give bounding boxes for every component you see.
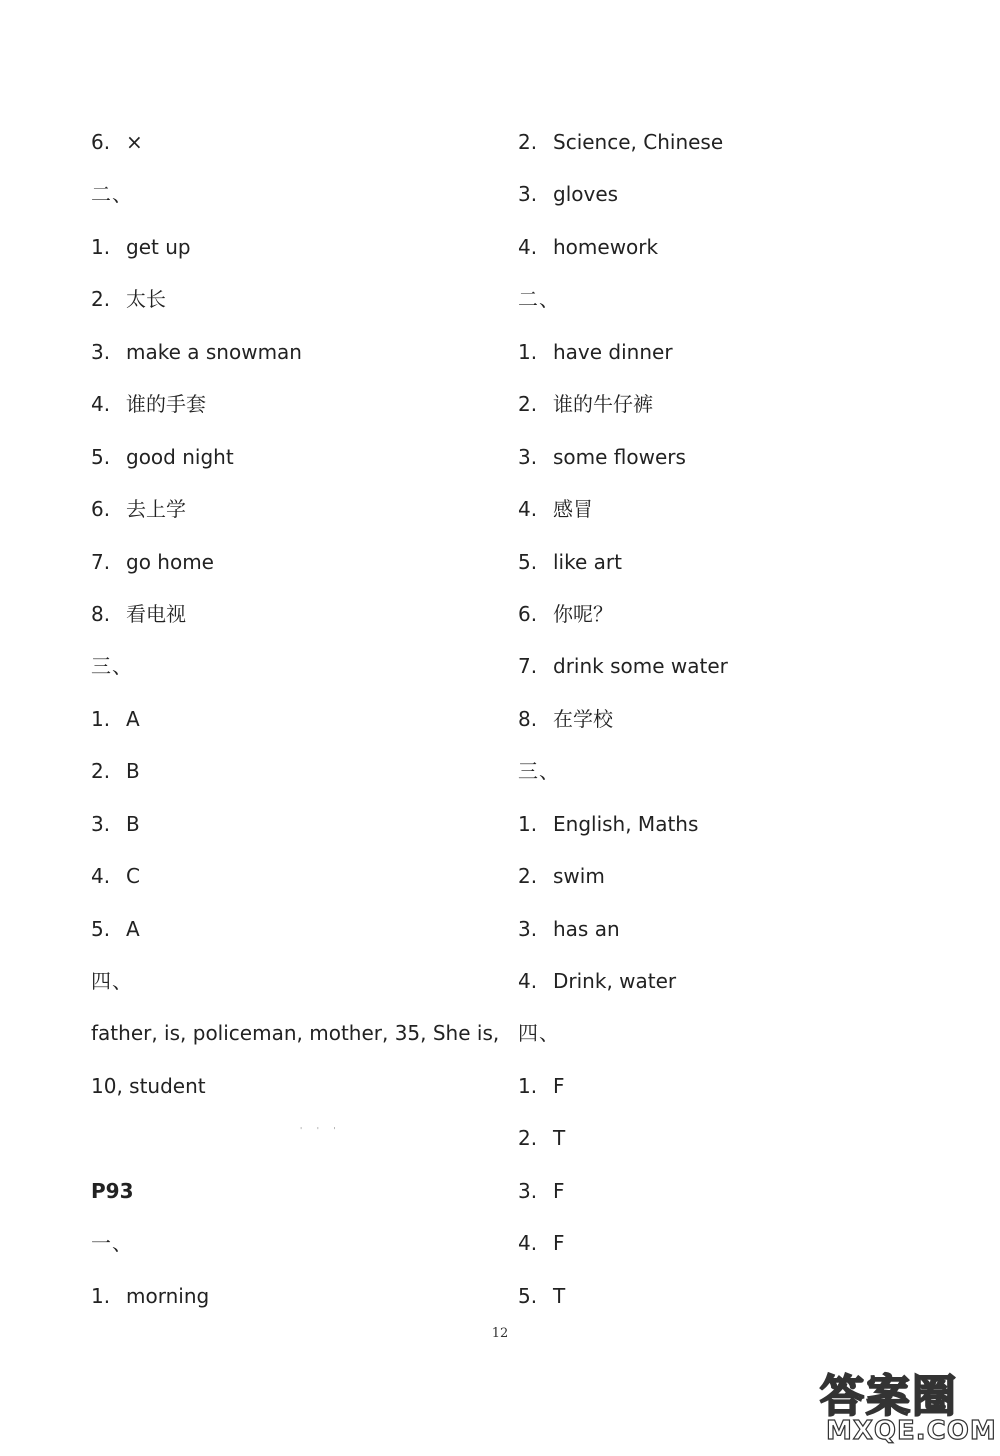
item-number: 5. bbox=[91, 917, 111, 941]
answer-text: homework bbox=[553, 235, 659, 259]
item-number: 3. bbox=[518, 182, 538, 206]
answer-line bbox=[91, 601, 186, 627]
section-label: 四、 bbox=[518, 1021, 560, 1045]
item-number: 3. bbox=[518, 917, 538, 941]
item-number: 4. bbox=[518, 497, 538, 521]
answer-text: C bbox=[126, 864, 140, 888]
answer-text: get up bbox=[126, 235, 191, 259]
answer-text: 感冒 bbox=[553, 497, 593, 521]
answer-line bbox=[91, 811, 140, 837]
section-heading bbox=[91, 968, 133, 994]
item-number: 3. bbox=[91, 812, 111, 836]
item-number: 1. bbox=[518, 1074, 538, 1098]
answer-line bbox=[518, 181, 618, 207]
item-number: 6. bbox=[518, 602, 538, 626]
section-heading bbox=[91, 1230, 133, 1256]
answer-text: A bbox=[126, 917, 140, 941]
answer-line bbox=[518, 339, 673, 365]
item-number: 2. bbox=[518, 1126, 538, 1150]
section-heading bbox=[91, 653, 133, 679]
answer-line bbox=[91, 863, 140, 889]
answer-line bbox=[518, 1283, 565, 1309]
answer-text: Drink, water bbox=[553, 969, 677, 993]
answer-line bbox=[518, 968, 676, 994]
item-number: 5. bbox=[518, 550, 538, 574]
item-number: 7. bbox=[518, 654, 538, 678]
answer-text: T bbox=[553, 1126, 566, 1150]
section-label: 三、 bbox=[91, 654, 133, 678]
item-number: 6. bbox=[91, 497, 111, 521]
item-number: 4. bbox=[91, 864, 111, 888]
item-number: 3. bbox=[518, 1179, 538, 1203]
answer-text: drink some water bbox=[553, 654, 728, 678]
answer-line bbox=[91, 339, 302, 365]
answer-text: go home bbox=[126, 550, 214, 574]
answer-text: 10, student bbox=[91, 1074, 206, 1098]
item-number: 3. bbox=[91, 340, 111, 364]
watermark-logo bbox=[812, 1360, 997, 1450]
section-heading bbox=[518, 286, 560, 312]
answer-line bbox=[91, 1283, 209, 1309]
answer-text: B bbox=[126, 812, 140, 836]
answer-line bbox=[91, 549, 214, 575]
section-label: 四、 bbox=[91, 969, 133, 993]
item-number: 1. bbox=[91, 235, 111, 259]
section-label: 二、 bbox=[518, 287, 560, 311]
item-number: 1. bbox=[91, 707, 111, 731]
answer-line bbox=[518, 1073, 565, 1099]
scan-artifact: ' ' ' bbox=[300, 1126, 342, 1135]
page-number: 12 bbox=[491, 1326, 509, 1341]
answer-text: F bbox=[553, 1074, 565, 1098]
answer-text: 去上学 bbox=[126, 497, 186, 521]
section-heading bbox=[518, 1020, 560, 1046]
answer-line-wrapped bbox=[91, 1020, 499, 1046]
answer-text: B bbox=[126, 759, 140, 783]
page-reference-heading bbox=[91, 1178, 134, 1204]
answer-line bbox=[91, 444, 234, 470]
answer-text: have dinner bbox=[553, 340, 673, 364]
page-reference: P93 bbox=[91, 1179, 134, 1203]
answer-text: A bbox=[126, 707, 140, 731]
answer-line bbox=[518, 129, 723, 155]
item-number: 1. bbox=[518, 812, 538, 836]
answer-text: morning bbox=[126, 1284, 210, 1308]
answer-line bbox=[518, 916, 620, 942]
answer-line bbox=[91, 391, 206, 417]
item-number: 8. bbox=[91, 602, 111, 626]
answer-text: 谁的手套 bbox=[126, 392, 206, 416]
item-number: 5. bbox=[91, 445, 111, 469]
item-number: 4. bbox=[91, 392, 111, 416]
answer-text: 太长 bbox=[126, 287, 166, 311]
item-number: 4. bbox=[518, 1231, 538, 1255]
answer-text: 在学校 bbox=[553, 707, 613, 731]
item-number: 2. bbox=[91, 287, 111, 311]
answer-text: gloves bbox=[553, 182, 619, 206]
answer-line bbox=[518, 549, 622, 575]
answer-text: Science, Chinese bbox=[553, 130, 724, 154]
item-number: 8. bbox=[518, 707, 538, 731]
item-number: 2. bbox=[518, 392, 538, 416]
item-number: 6. bbox=[91, 130, 111, 154]
answer-text: some flowers bbox=[553, 445, 686, 469]
answer-text: English, Maths bbox=[553, 812, 699, 836]
item-number: 3. bbox=[518, 445, 538, 469]
answer-text: like art bbox=[553, 550, 622, 574]
answer-line bbox=[518, 706, 613, 732]
answer-text: 你呢？ bbox=[553, 602, 613, 626]
item-number: 4. bbox=[518, 235, 538, 259]
answer-line bbox=[91, 496, 186, 522]
answer-text: has an bbox=[553, 917, 620, 941]
answer-line bbox=[91, 286, 166, 312]
answer-line bbox=[91, 916, 140, 942]
answer-text: make a snowman bbox=[126, 340, 302, 364]
answer-text: T bbox=[553, 1284, 566, 1308]
answer-line-wrapped bbox=[91, 1073, 206, 1099]
answer-text: × bbox=[126, 130, 143, 154]
section-label: 二、 bbox=[91, 182, 133, 206]
answer-line bbox=[518, 1178, 565, 1204]
answer-line bbox=[518, 1230, 565, 1256]
answer-line bbox=[518, 653, 728, 679]
item-number: 2. bbox=[91, 759, 111, 783]
answer-line bbox=[518, 863, 605, 889]
section-heading bbox=[518, 758, 560, 784]
answer-text: swim bbox=[553, 864, 605, 888]
item-number: 7. bbox=[91, 550, 111, 574]
answer-line bbox=[518, 391, 653, 417]
answer-line bbox=[91, 234, 191, 260]
answer-line bbox=[518, 234, 658, 260]
answer-line bbox=[518, 601, 613, 627]
section-label: 三、 bbox=[518, 759, 560, 783]
answer-line bbox=[518, 811, 698, 837]
item-number: 4. bbox=[518, 969, 538, 993]
answer-line bbox=[518, 1125, 565, 1151]
answer-line bbox=[91, 758, 140, 784]
item-number: 1. bbox=[91, 1284, 111, 1308]
answer-text: 谁的牛仔裤 bbox=[553, 392, 653, 416]
answer-text: F bbox=[553, 1231, 565, 1255]
item-number: 2. bbox=[518, 130, 538, 154]
answer-text: father, is, policeman, mother, 35, She is, bbox=[91, 1021, 500, 1045]
answer-line bbox=[91, 706, 140, 732]
answer-text: good night bbox=[126, 445, 234, 469]
answer-text: 看电视 bbox=[126, 602, 186, 626]
item-number: 1. bbox=[518, 340, 538, 364]
answer-line bbox=[91, 129, 143, 155]
item-number: 2. bbox=[518, 864, 538, 888]
section-label: 一、 bbox=[91, 1231, 133, 1255]
watermark-title: 答案圈 bbox=[820, 1371, 958, 1422]
item-number: 5. bbox=[518, 1284, 538, 1308]
answer-text: F bbox=[553, 1179, 565, 1203]
answer-line bbox=[518, 496, 593, 522]
section-heading bbox=[91, 181, 133, 207]
answer-line bbox=[518, 444, 686, 470]
watermark-url: MXQE.COM bbox=[826, 1416, 997, 1446]
